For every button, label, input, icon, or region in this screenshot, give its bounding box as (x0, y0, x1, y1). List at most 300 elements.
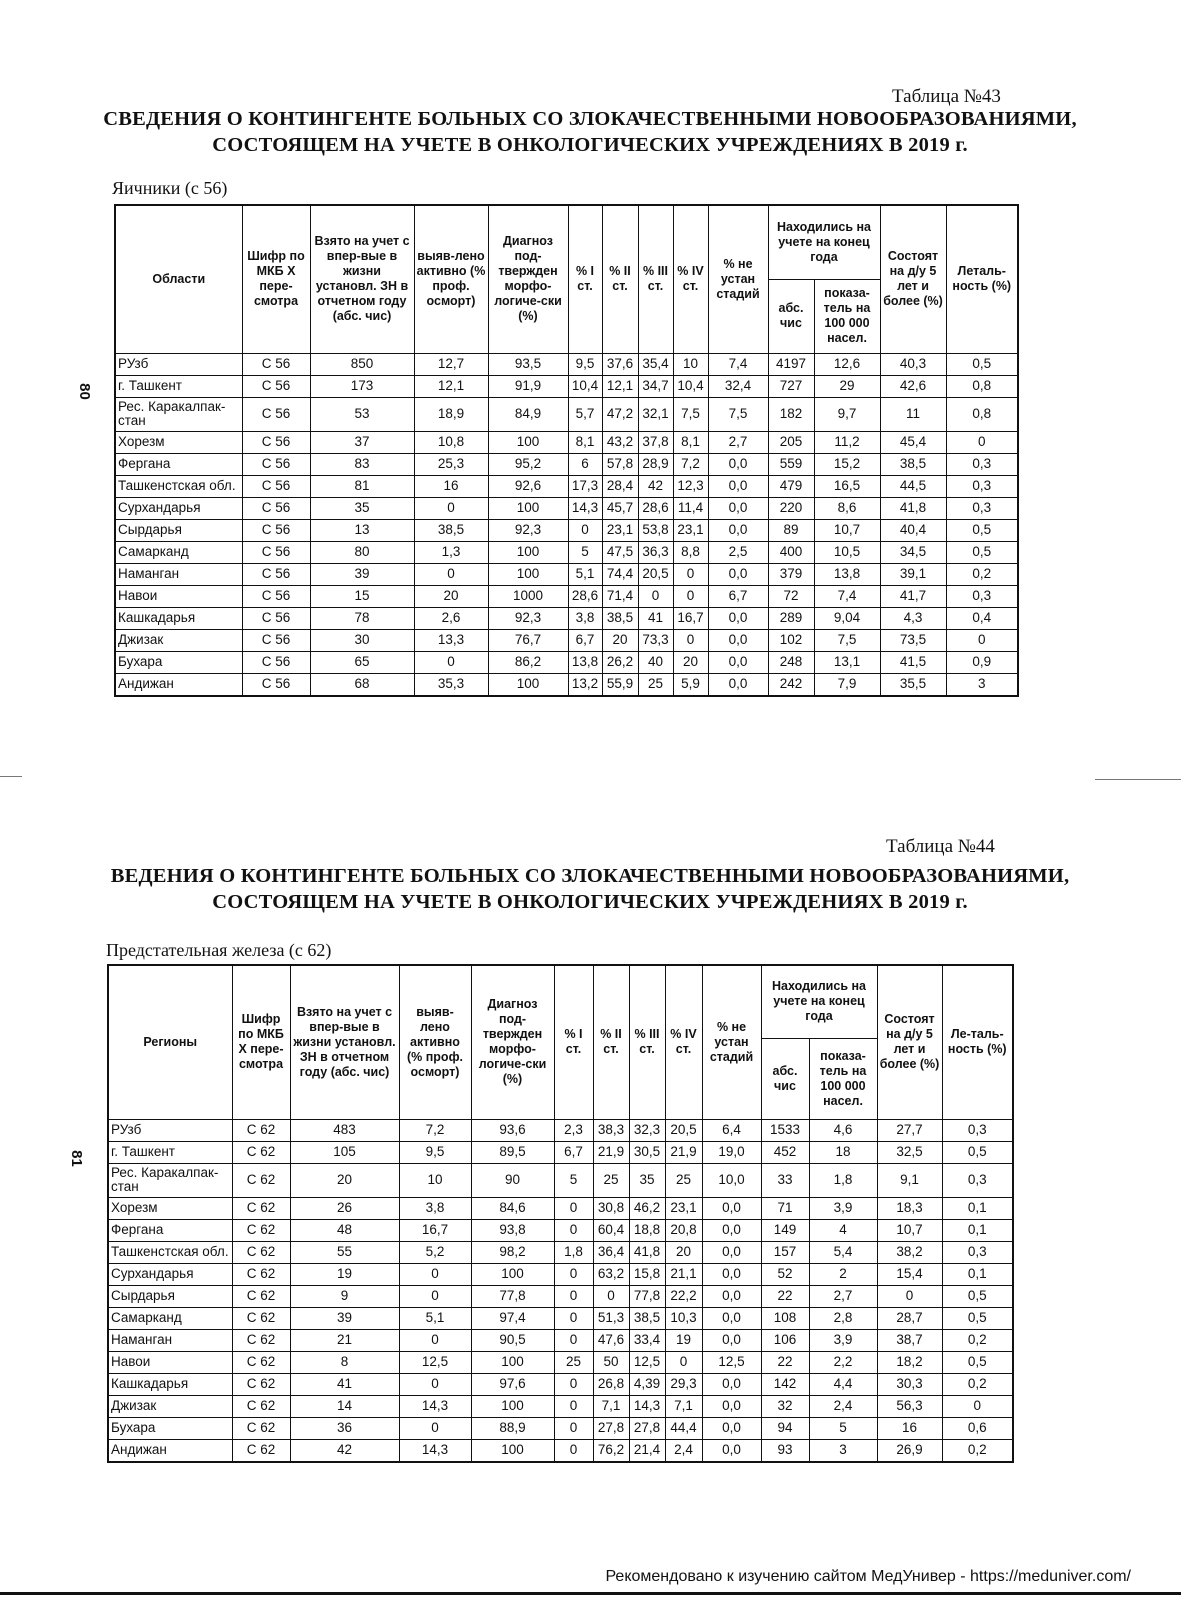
cell-taken: 20 (290, 1163, 399, 1197)
cell-five-years: 56,3 (877, 1395, 942, 1417)
cell-active: 12,5 (399, 1351, 471, 1373)
cell-icd: С 56 (242, 431, 310, 453)
cell-lethality: 0,2 (942, 1373, 1013, 1395)
cell-stage-4: 7,2 (673, 453, 708, 475)
table-44 (107, 964, 1014, 1463)
cell-stage-1: 1,8 (554, 1241, 593, 1263)
cell-region: Джизак (108, 1395, 232, 1417)
cell-abs: 52 (761, 1263, 809, 1285)
cell-active: 0 (399, 1263, 471, 1285)
cell-per100k: 2,8 (809, 1307, 877, 1329)
cell-abs: 4197 (768, 353, 814, 375)
cell-stage-2: 47,6 (593, 1329, 629, 1351)
cell-five-years: 41,7 (880, 585, 946, 607)
cell-taken: 105 (290, 1141, 399, 1163)
cell-icd: С 56 (242, 629, 310, 651)
cell-stage-3: 36,3 (638, 541, 673, 563)
cell-stage-unset: 10,0 (702, 1163, 761, 1197)
cell-stage-4: 2,4 (665, 1439, 702, 1462)
cell-stage-unset: 7,4 (708, 353, 768, 375)
cell-stage-3: 77,8 (629, 1285, 665, 1307)
cell-lethality: 0,3 (946, 453, 1018, 475)
cell-five-years: 45,4 (880, 431, 946, 453)
cell-abs: 22 (761, 1351, 809, 1373)
cell-stage-2: 74,4 (602, 563, 638, 585)
header-stage-1: % I ст. (554, 965, 593, 1119)
cell-taken: 14 (290, 1395, 399, 1417)
cell-stage-1: 0 (554, 1395, 593, 1417)
cell-per100k: 29 (814, 375, 880, 397)
cell-stage-unset: 0,0 (708, 673, 768, 696)
cell-active: 25,3 (414, 453, 488, 475)
cell-active: 16,7 (399, 1219, 471, 1241)
cell-stage-1: 0 (554, 1197, 593, 1219)
cell-morph: 100 (471, 1351, 554, 1373)
cell-stage-1: 3,8 (568, 607, 602, 629)
cell-active: 16 (414, 475, 488, 497)
cell-morph: 95,2 (488, 453, 568, 475)
cell-stage-3: 30,5 (629, 1141, 665, 1163)
table-row (108, 1219, 1013, 1241)
cell-stage-unset: 0,0 (708, 453, 768, 475)
cell-stage-2: 25 (593, 1163, 629, 1197)
cell-region: Андижан (115, 673, 242, 696)
cell-stage-unset: 0,0 (702, 1197, 761, 1219)
cell-lethality: 0,9 (946, 651, 1018, 673)
header-abs: абс. чис (761, 1038, 809, 1119)
cell-active: 12,1 (414, 375, 488, 397)
cell-morph: 92,3 (488, 607, 568, 629)
cell-five-years: 41,5 (880, 651, 946, 673)
cell-taken: 83 (310, 453, 414, 475)
header-stage-4: % IV ст. (665, 965, 702, 1119)
header-region: Регионы (108, 965, 232, 1119)
cell-stage-1: 5,7 (568, 397, 602, 431)
cell-stage-unset: 0,0 (708, 497, 768, 519)
cell-taken: 65 (310, 651, 414, 673)
cell-morph: 77,8 (471, 1285, 554, 1307)
bottom-rule (0, 1592, 1181, 1595)
cell-taken: 36 (290, 1417, 399, 1439)
cell-stage-unset: 0,0 (702, 1285, 761, 1307)
cell-stage-1: 5 (554, 1163, 593, 1197)
cell-lethality: 0,6 (942, 1417, 1013, 1439)
cell-stage-1: 0 (554, 1417, 593, 1439)
cell-morph: 93,5 (488, 353, 568, 375)
cell-icd: С 56 (242, 397, 310, 431)
cell-taken: 8 (290, 1351, 399, 1373)
cell-active: 38,5 (414, 519, 488, 541)
cell-stage-3: 18,8 (629, 1219, 665, 1241)
cell-morph: 84,6 (471, 1197, 554, 1219)
cell-taken: 48 (290, 1219, 399, 1241)
cell-icd: С 62 (232, 1417, 290, 1439)
cell-per100k: 12,6 (814, 353, 880, 375)
table-row (115, 607, 1018, 629)
cell-stage-2: 57,8 (602, 453, 638, 475)
cell-stage-2: 55,9 (602, 673, 638, 696)
cell-stage-2: 71,4 (602, 585, 638, 607)
cell-taken: 41 (290, 1373, 399, 1395)
cell-region: Наманган (115, 563, 242, 585)
cell-stage-unset: 0,0 (702, 1329, 761, 1351)
cell-stage-unset: 6,7 (708, 585, 768, 607)
cell-stage-1: 9,5 (568, 353, 602, 375)
header-active: выяв-лено активно (% проф. осморт) (399, 965, 471, 1119)
cell-active: 0 (399, 1285, 471, 1307)
header-icd: Шифр по МКБ Х пере-смотра (242, 205, 310, 353)
cell-morph: 91,9 (488, 375, 568, 397)
cell-taken: 19 (290, 1263, 399, 1285)
cell-abs: 149 (761, 1219, 809, 1241)
cell-abs: 727 (768, 375, 814, 397)
cell-region: Навои (115, 585, 242, 607)
cell-lethality: 0,5 (946, 519, 1018, 541)
cell-lethality: 0,3 (946, 497, 1018, 519)
cell-region: Самарканд (108, 1307, 232, 1329)
cell-taken: 9 (290, 1285, 399, 1307)
header-per100k: показа-тель на 100 000 насел. (814, 279, 880, 353)
cell-lethality: 0,3 (942, 1119, 1013, 1141)
cell-icd: С 56 (242, 673, 310, 696)
cell-stage-3: 0 (638, 585, 673, 607)
cell-icd: С 62 (232, 1263, 290, 1285)
cell-five-years: 40,4 (880, 519, 946, 541)
cell-per100k: 10,5 (814, 541, 880, 563)
cell-active: 0 (414, 563, 488, 585)
cell-stage-1: 0 (554, 1263, 593, 1285)
cell-lethality: 0 (942, 1395, 1013, 1417)
table-row (108, 1439, 1013, 1462)
cell-stage-1: 2,3 (554, 1119, 593, 1141)
cell-five-years: 34,5 (880, 541, 946, 563)
cell-five-years: 28,7 (877, 1307, 942, 1329)
cell-region: Самарканд (115, 541, 242, 563)
cell-lethality: 0,5 (942, 1285, 1013, 1307)
cell-lethality: 0,8 (946, 397, 1018, 431)
header-stage-2: % II ст. (602, 205, 638, 353)
table-row (108, 1417, 1013, 1439)
header-stage-1: % I ст. (568, 205, 602, 353)
cell-region: Сурхандарья (115, 497, 242, 519)
cell-stage-4: 10,3 (665, 1307, 702, 1329)
cell-lethality: 0,2 (942, 1439, 1013, 1462)
cell-stage-1: 6,7 (554, 1141, 593, 1163)
cell-active: 18,9 (414, 397, 488, 431)
table-row (115, 497, 1018, 519)
cell-abs: 71 (761, 1197, 809, 1219)
cell-active: 12,7 (414, 353, 488, 375)
cell-region: Сурхандарья (108, 1263, 232, 1285)
cell-stage-unset: 2,7 (708, 431, 768, 453)
cell-taken: 78 (310, 607, 414, 629)
cell-stage-1: 13,8 (568, 651, 602, 673)
cell-per100k: 4 (809, 1219, 877, 1241)
cell-stage-2: 20 (602, 629, 638, 651)
cell-lethality: 0,5 (942, 1351, 1013, 1373)
table-row (115, 453, 1018, 475)
cell-stage-4: 20,5 (665, 1119, 702, 1141)
header-five-years: Состоят на д/у 5 лет и более (%) (880, 205, 946, 353)
table-44-title-line2: СОСТОЯЩЕМ НА УЧЕТЕ В ОНКОЛОГИЧЕСКИХ УЧРЕЖДЕНИЯХ В 2019 г. (212, 891, 968, 913)
cell-stage-4: 10 (673, 353, 708, 375)
cell-icd: С 62 (232, 1307, 290, 1329)
cell-five-years: 38,7 (877, 1329, 942, 1351)
header-registered-group: Находились на учете на конец года (768, 205, 880, 279)
cell-per100k: 3,9 (809, 1197, 877, 1219)
cell-lethality: 3 (946, 673, 1018, 696)
cell-stage-1: 6,7 (568, 629, 602, 651)
cell-stage-1: 13,2 (568, 673, 602, 696)
cell-stage-3: 46,2 (629, 1197, 665, 1219)
cell-icd: С 62 (232, 1351, 290, 1373)
cell-five-years: 10,7 (877, 1219, 942, 1241)
cell-per100k: 3 (809, 1439, 877, 1462)
cell-per100k: 7,4 (814, 585, 880, 607)
cell-stage-4: 25 (665, 1163, 702, 1197)
cell-stage-3: 12,5 (629, 1351, 665, 1373)
table-row (108, 1307, 1013, 1329)
cell-taken: 26 (290, 1197, 399, 1219)
cell-morph: 100 (488, 541, 568, 563)
cell-stage-2: 47,5 (602, 541, 638, 563)
cell-stage-2: 26,8 (593, 1373, 629, 1395)
cell-abs: 479 (768, 475, 814, 497)
cell-stage-2: 7,1 (593, 1395, 629, 1417)
cell-lethality: 0,8 (946, 375, 1018, 397)
cell-morph: 92,6 (488, 475, 568, 497)
cell-morph: 84,9 (488, 397, 568, 431)
cell-stage-1: 17,3 (568, 475, 602, 497)
cell-per100k: 5,4 (809, 1241, 877, 1263)
cell-morph: 100 (488, 497, 568, 519)
cell-region: г. Ташкент (115, 375, 242, 397)
cell-stage-4: 29,3 (665, 1373, 702, 1395)
cell-active: 14,3 (399, 1439, 471, 1462)
cell-icd: С 56 (242, 353, 310, 375)
cell-stage-4: 11,4 (673, 497, 708, 519)
cell-region: Хорезм (115, 431, 242, 453)
cell-region: Сырдарья (115, 519, 242, 541)
cell-stage-4: 0 (673, 629, 708, 651)
cell-stage-4: 16,7 (673, 607, 708, 629)
cell-five-years: 27,7 (877, 1119, 942, 1141)
cell-stage-unset: 0,0 (708, 563, 768, 585)
cell-stage-4: 20 (673, 651, 708, 673)
cell-icd: С 62 (232, 1329, 290, 1351)
cell-per100k: 9,04 (814, 607, 880, 629)
cell-morph: 100 (471, 1395, 554, 1417)
cell-morph: 90 (471, 1163, 554, 1197)
cell-stage-3: 28,6 (638, 497, 673, 519)
table-43-number: Таблица №43 (892, 86, 1001, 107)
cell-five-years: 35,5 (880, 673, 946, 696)
cell-stage-unset: 0,0 (702, 1373, 761, 1395)
cell-taken: 35 (310, 497, 414, 519)
cell-abs: 205 (768, 431, 814, 453)
header-taken: Взято на учет с впер-вые в жизни установл. ЗН в отчетном году (абс. чис) (290, 965, 399, 1119)
cell-stage-unset: 19,0 (702, 1141, 761, 1163)
table-43-title-line2: СОСТОЯЩЕМ НА УЧЕТЕ В ОНКОЛОГИЧЕСКИХ УЧРЕЖДЕНИЯХ В 2019 г. (212, 134, 968, 156)
cell-stage-1: 8,1 (568, 431, 602, 453)
cell-stage-unset: 0,0 (708, 519, 768, 541)
cell-five-years: 42,6 (880, 375, 946, 397)
cell-stage-4: 20 (665, 1241, 702, 1263)
header-stage-unset: % не устан стадий (708, 205, 768, 353)
header-per100k: показа-тель на 100 000 насел. (809, 1038, 877, 1119)
table-row (108, 1263, 1013, 1285)
cell-abs: 379 (768, 563, 814, 585)
cell-morph: 100 (471, 1263, 554, 1285)
cell-five-years: 15,4 (877, 1263, 942, 1285)
cell-stage-1: 0 (568, 519, 602, 541)
cell-icd: С 56 (242, 453, 310, 475)
cell-stage-unset: 0,0 (708, 607, 768, 629)
cell-active: 2,6 (414, 607, 488, 629)
cell-region: Наманган (108, 1329, 232, 1351)
cell-stage-1: 0 (554, 1373, 593, 1395)
cell-morph: 97,4 (471, 1307, 554, 1329)
table-row (115, 585, 1018, 607)
header-abs: абс. чис (768, 279, 814, 353)
cell-morph: 100 (471, 1439, 554, 1462)
header-morph: Диагноз под-твержден морфо-логиче-ски (%) (488, 205, 568, 353)
cell-taken: 13 (310, 519, 414, 541)
cell-five-years: 38,5 (880, 453, 946, 475)
cell-per100k: 18 (809, 1141, 877, 1163)
cell-per100k: 2 (809, 1263, 877, 1285)
cell-active: 0 (399, 1329, 471, 1351)
cell-stage-1: 10,4 (568, 375, 602, 397)
cell-stage-2: 60,4 (593, 1219, 629, 1241)
cell-morph: 76,7 (488, 629, 568, 651)
cell-abs: 33 (761, 1163, 809, 1197)
cell-per100k: 11,2 (814, 431, 880, 453)
cell-active: 20 (414, 585, 488, 607)
cell-stage-2: 38,5 (602, 607, 638, 629)
cell-icd: С 56 (242, 497, 310, 519)
cell-stage-3: 38,5 (629, 1307, 665, 1329)
cell-per100k: 7,5 (814, 629, 880, 651)
cell-five-years: 41,8 (880, 497, 946, 519)
cell-abs: 32 (761, 1395, 809, 1417)
header-region: Области (115, 205, 242, 353)
cell-icd: С 56 (242, 651, 310, 673)
cell-taken: 15 (310, 585, 414, 607)
cell-stage-4: 44,4 (665, 1417, 702, 1439)
cell-icd: С 56 (242, 375, 310, 397)
cell-stage-4: 5,9 (673, 673, 708, 696)
cell-region: Андижан (108, 1439, 232, 1462)
cell-active: 7,2 (399, 1119, 471, 1141)
cell-abs: 142 (761, 1373, 809, 1395)
cell-lethality: 0,3 (942, 1163, 1013, 1197)
table-43 (114, 204, 1019, 697)
table-row (115, 475, 1018, 497)
cell-five-years: 18,2 (877, 1351, 942, 1373)
cell-five-years: 16 (877, 1417, 942, 1439)
cell-active: 0 (414, 497, 488, 519)
cell-active: 5,2 (399, 1241, 471, 1263)
cell-abs: 22 (761, 1285, 809, 1307)
cell-per100k: 9,7 (814, 397, 880, 431)
cell-five-years: 4,3 (880, 607, 946, 629)
cell-stage-3: 25 (638, 673, 673, 696)
header-stage-unset: % не устан стадий (702, 965, 761, 1119)
cell-lethality: 0 (946, 629, 1018, 651)
cell-abs: 220 (768, 497, 814, 519)
cell-region: г. Ташкент (108, 1141, 232, 1163)
cell-stage-4: 19 (665, 1329, 702, 1351)
cell-abs: 248 (768, 651, 814, 673)
header-active: выяв-лено активно (% проф. осморт) (414, 205, 488, 353)
cell-taken: 21 (290, 1329, 399, 1351)
cell-stage-unset: 6,4 (702, 1119, 761, 1141)
cell-stage-unset: 0,0 (702, 1439, 761, 1462)
cell-taken: 39 (310, 563, 414, 585)
cell-stage-3: 20,5 (638, 563, 673, 585)
cell-stage-1: 0 (554, 1329, 593, 1351)
cell-morph: 93,8 (471, 1219, 554, 1241)
table-row (108, 1395, 1013, 1417)
table-row (115, 673, 1018, 696)
cell-stage-2: 51,3 (593, 1307, 629, 1329)
cell-five-years: 44,5 (880, 475, 946, 497)
table-43-subtitle: Яичники (с 56) (112, 178, 228, 198)
cell-per100k: 7,9 (814, 673, 880, 696)
cell-abs: 182 (768, 397, 814, 431)
cell-five-years: 11 (880, 397, 946, 431)
cell-stage-3: 14,3 (629, 1395, 665, 1417)
cell-taken: 80 (310, 541, 414, 563)
cell-stage-1: 6 (568, 453, 602, 475)
cell-active: 9,5 (399, 1141, 471, 1163)
cell-five-years: 32,5 (877, 1141, 942, 1163)
cell-active: 10 (399, 1163, 471, 1197)
cell-stage-1: 5,1 (568, 563, 602, 585)
cell-icd: С 62 (232, 1373, 290, 1395)
cell-stage-3: 41 (638, 607, 673, 629)
cell-abs: 102 (768, 629, 814, 651)
cell-per100k: 5 (809, 1417, 877, 1439)
cell-taken: 53 (310, 397, 414, 431)
cell-morph: 88,9 (471, 1417, 554, 1439)
cell-five-years: 9,1 (877, 1163, 942, 1197)
cell-region: Ташкенстская обл. (108, 1241, 232, 1263)
cell-stage-2: 27,8 (593, 1417, 629, 1439)
cell-region: Рес. Каракалпак-стан (115, 397, 242, 431)
cell-morph: 100 (488, 431, 568, 453)
cell-region: Бухара (108, 1417, 232, 1439)
table-row (108, 1373, 1013, 1395)
cell-stage-unset: 7,5 (708, 397, 768, 431)
cell-stage-3: 33,4 (629, 1329, 665, 1351)
cell-stage-unset: 12,5 (702, 1351, 761, 1373)
cell-stage-4: 23,1 (665, 1197, 702, 1219)
table-row (115, 563, 1018, 585)
table-row (115, 629, 1018, 651)
cell-stage-1: 0 (554, 1307, 593, 1329)
cell-stage-unset: 0,0 (702, 1395, 761, 1417)
cell-stage-unset: 0,0 (702, 1307, 761, 1329)
header-lethality: Ле-таль-ность (%) (942, 965, 1013, 1119)
cell-stage-2: 63,2 (593, 1263, 629, 1285)
table-row (115, 375, 1018, 397)
cell-active: 35,3 (414, 673, 488, 696)
cell-lethality: 0,2 (942, 1329, 1013, 1351)
cell-stage-3: 35,4 (638, 353, 673, 375)
cell-stage-4: 0 (673, 585, 708, 607)
